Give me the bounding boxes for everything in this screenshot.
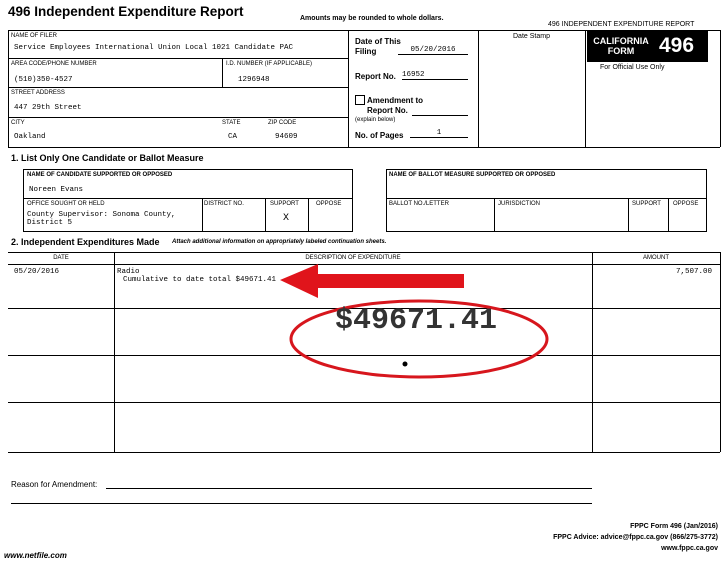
street: 447 29th Street bbox=[14, 104, 82, 112]
ballot-label: NAME OF BALLOT MEASURE SUPPORTED OR OPPOSED bbox=[389, 172, 556, 178]
pages-label: No. of Pages bbox=[355, 131, 404, 140]
col-amount-header: AMOUNT bbox=[643, 255, 669, 261]
divider bbox=[592, 252, 593, 452]
phone: (510)350-4527 bbox=[14, 76, 73, 84]
rounding-note: Amounts may be rounded to whole dollars. bbox=[300, 15, 444, 22]
office-label: OFFICE SOUGHT OR HELD bbox=[27, 201, 105, 207]
jurisdiction-label: JURISDICTION bbox=[498, 201, 540, 207]
amendment-report-field[interactable] bbox=[412, 106, 468, 116]
divider bbox=[628, 198, 629, 231]
date-label: Date of This Filing bbox=[355, 37, 401, 56]
support-label: SUPPORT bbox=[270, 201, 299, 207]
divider bbox=[668, 198, 669, 231]
advice-contact: FPPC Advice: advice@fppc.ca.gov (866/275-3772) bbox=[553, 534, 718, 541]
california-form-text: CALIFORNIA FORM bbox=[593, 36, 649, 56]
page-count: 1 bbox=[410, 129, 468, 138]
ballot-support-label: SUPPORT bbox=[632, 201, 661, 207]
phone-label: AREA CODE/PHONE NUMBER bbox=[11, 61, 97, 67]
section2-subtitle: Attach additional information on appropriately labeled continuation sheets. bbox=[172, 239, 387, 245]
id-number: 1296948 bbox=[238, 76, 270, 84]
right-border bbox=[720, 30, 721, 147]
row-amount: 7,507.00 bbox=[675, 268, 712, 276]
ballot-oppose-label: OPPOSE bbox=[673, 201, 699, 207]
form-number: 496 bbox=[659, 34, 695, 57]
ballot-no-label: BALLOT NO./LETTER bbox=[389, 201, 449, 207]
city-label: CITY bbox=[11, 120, 25, 126]
zip-label: ZIP CODE bbox=[268, 120, 297, 126]
amendment-label: Amendment to Report No. bbox=[367, 96, 423, 115]
candidate-label: NAME OF CANDIDATE SUPPORTED OR OPPOSED bbox=[27, 172, 173, 178]
divider bbox=[8, 117, 348, 118]
date-stamp-label: Date Stamp bbox=[513, 33, 550, 40]
explain-note: (explain below) bbox=[355, 117, 396, 123]
divider bbox=[8, 402, 720, 403]
divider bbox=[202, 198, 203, 231]
divider bbox=[308, 198, 309, 231]
state-label: STATE bbox=[222, 120, 241, 126]
report-label: Report No. bbox=[355, 72, 396, 81]
dot-mark bbox=[403, 362, 408, 367]
divider bbox=[23, 198, 353, 199]
divider bbox=[265, 198, 266, 231]
candidate-name: Noreen Evans bbox=[29, 186, 84, 194]
stamp-divider bbox=[585, 30, 586, 147]
filer-name-label: NAME OF FILER bbox=[11, 33, 58, 39]
row-desc-line1: Radio bbox=[117, 268, 140, 276]
section2-title: 2. Independent Expenditures Made bbox=[11, 237, 160, 247]
highlighted-total: $49671.41 bbox=[334, 304, 498, 338]
divider bbox=[8, 87, 348, 88]
divider bbox=[222, 58, 223, 87]
office-line2: District 5 bbox=[27, 219, 73, 227]
filer-name: Service Employees International Union Local 1021 Candidate PAC bbox=[14, 44, 294, 52]
report-no: 16952 bbox=[402, 71, 468, 80]
section1-title: 1. List Only One Candidate or Ballot Measure bbox=[11, 153, 204, 163]
support-mark: X bbox=[283, 213, 290, 224]
fppc-site: www.fppc.ca.gov bbox=[661, 545, 718, 552]
box-bottom-border bbox=[8, 147, 720, 148]
col-date-header: DATE bbox=[53, 255, 69, 261]
reason-line2 bbox=[11, 503, 592, 504]
id-label: I.D. NUMBER (IF APPLICABLE) bbox=[226, 61, 313, 67]
form-id: FPPC Form 496 (Jan/2016) bbox=[630, 523, 718, 530]
filing-date: 05/20/2016 bbox=[398, 46, 468, 55]
arrow-shape bbox=[280, 264, 464, 298]
divider bbox=[8, 58, 348, 59]
district-label: DISTRICT NO. bbox=[204, 201, 244, 207]
form-title: 496 Independent Expenditure Report bbox=[8, 4, 244, 19]
reason-line1 bbox=[106, 488, 592, 489]
netfile-link[interactable]: www.netfile.com bbox=[4, 551, 67, 560]
divider bbox=[494, 198, 495, 231]
reason-label: Reason for Amendment: bbox=[11, 480, 98, 489]
filing-divider bbox=[478, 30, 479, 147]
amendment-checkbox[interactable] bbox=[355, 95, 365, 105]
divider bbox=[720, 252, 721, 452]
row-desc-line2: Cumulative to date total $49671.41 bbox=[123, 276, 277, 284]
divider bbox=[114, 252, 115, 452]
divider bbox=[8, 452, 720, 453]
row-date: 05/20/2016 bbox=[14, 268, 60, 276]
city: Oakland bbox=[14, 133, 46, 141]
col-desc-header: DESCRIPTION OF EXPENDITURE bbox=[305, 255, 401, 261]
state: CA bbox=[228, 133, 238, 141]
zip: 94609 bbox=[275, 133, 298, 141]
filer-divider bbox=[348, 30, 349, 147]
office-line1: County Supervisor: Sonoma County, bbox=[27, 211, 176, 219]
oppose-label: OPPOSE bbox=[316, 201, 342, 207]
divider bbox=[386, 198, 707, 199]
form-label: 496 INDEPENDENT EXPENDITURE REPORT bbox=[548, 21, 695, 28]
left-border bbox=[8, 30, 9, 147]
street-label: STREET ADDRESS bbox=[11, 90, 65, 96]
california-form-badge bbox=[587, 31, 708, 62]
official-use-note: For Official Use Only bbox=[600, 64, 665, 71]
